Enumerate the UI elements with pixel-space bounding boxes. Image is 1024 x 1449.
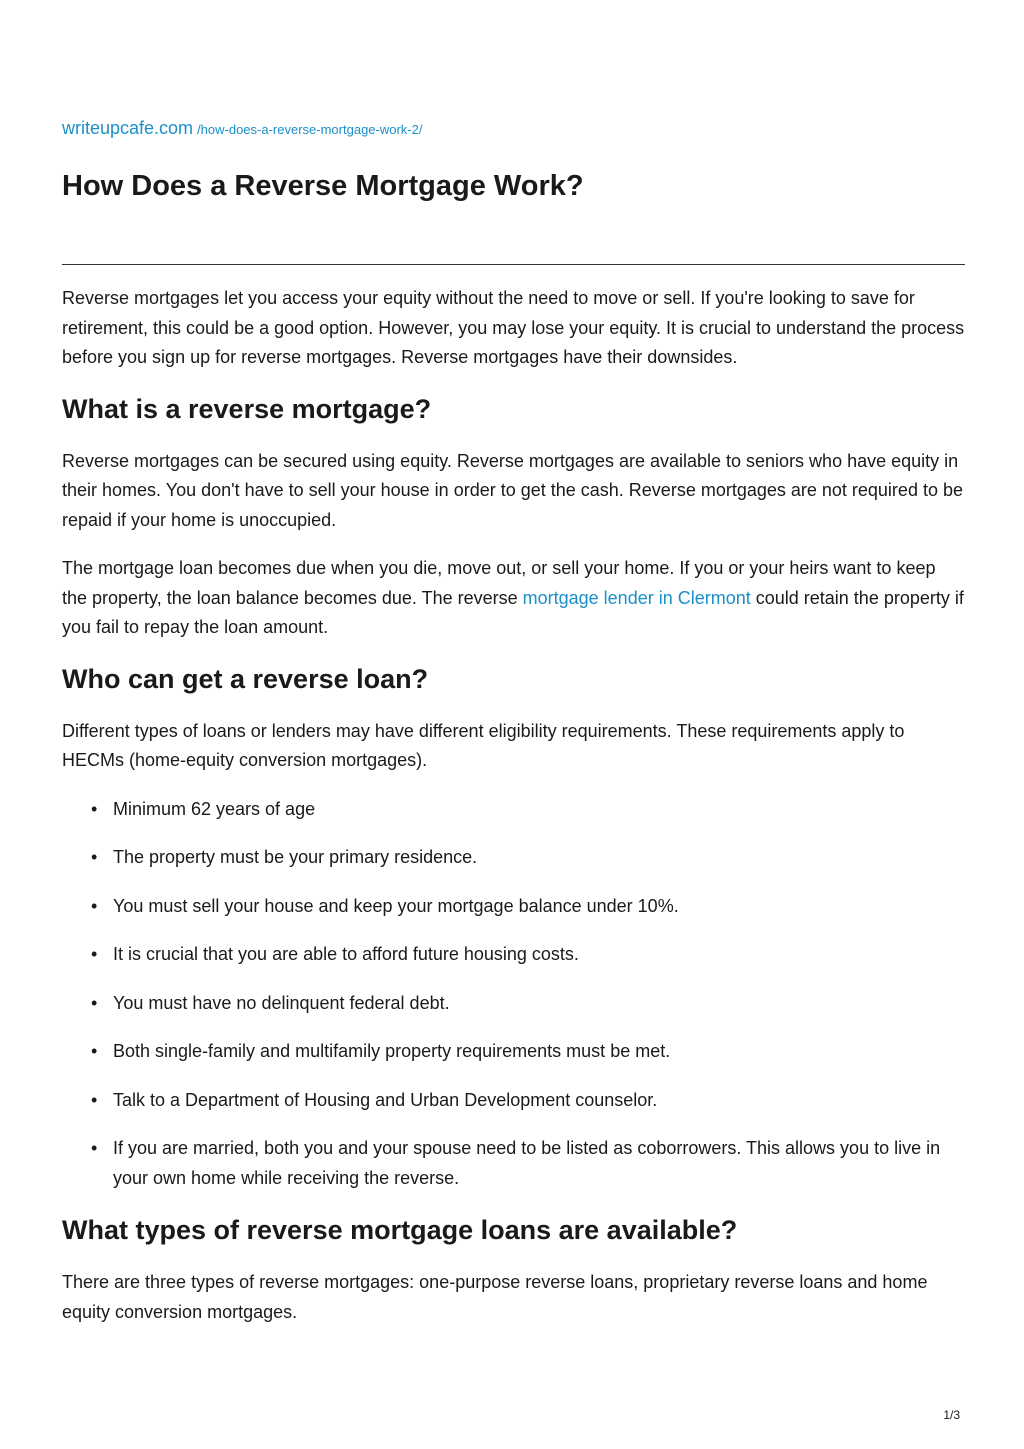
who-can-paragraph: Different types of loans or lenders may have different eligibility requirements. These requirements apply to HECMs (home-equity conversion mortgages). bbox=[62, 720, 905, 770]
list-item-text: Minimum 62 years of age bbox=[113, 798, 316, 819]
list-item bbox=[91, 1037, 965, 1067]
list-item-text: The property must be your primary residence. bbox=[113, 847, 478, 867]
eligibility-list bbox=[62, 795, 965, 1194]
list-item bbox=[91, 843, 965, 873]
bullet-icon: • bbox=[91, 847, 98, 867]
bullet-icon: • bbox=[91, 944, 98, 964]
source-path-link[interactable]: /how-does-a-reverse-mortgage-work-2/ bbox=[197, 122, 423, 137]
section-heading-who-can: Who can get a reverse loan? bbox=[62, 663, 429, 694]
list-item-text: Both single-family and multifamily property requirements must be met. bbox=[113, 1041, 671, 1061]
section-heading-types: What types of reverse mortgage loans are available? bbox=[62, 1215, 738, 1245]
what-is-paragraph-2 bbox=[62, 554, 965, 643]
list-item bbox=[91, 795, 965, 825]
list-item-text: If you are married, both you and your spouse need to be listed as coborrowers. This allows you to live in your own home while receiving the reverse. bbox=[113, 1138, 941, 1188]
list-item bbox=[91, 1134, 965, 1193]
paragraph-text: The mortgage loan becomes due when you die, move out, or sell your home. If you or your heirs want to keep the property, the loan balance becomes due. The reverse bbox=[62, 558, 936, 608]
article-body bbox=[62, 284, 965, 1346]
paragraph-text: could retain the property if you fail to repay the loan amount. bbox=[62, 587, 964, 637]
bullet-icon: • bbox=[91, 1041, 98, 1061]
list-item bbox=[91, 940, 965, 970]
bullet-icon: • bbox=[91, 992, 98, 1013]
intro-paragraph: Reverse mortgages let you access your equity without the need to move or sell. If you're looking to save for retirement, this could be a good option. However, you may lose your equity. It is crucial to understand the process before you sign up for reverse mortgages. Reverse mortgages have their downsides. bbox=[62, 288, 965, 367]
list-item bbox=[91, 1086, 965, 1116]
bullet-icon: • bbox=[91, 895, 98, 916]
source-domain-link[interactable]: writeupcafe.com bbox=[62, 118, 194, 138]
bullet-icon: • bbox=[91, 1089, 98, 1110]
list-item-text: It is crucial that you are able to afford future housing costs. bbox=[113, 944, 579, 964]
what-is-paragraph-1: Reverse mortgages can be secured using equity. Reverse mortgages are available to seniors who have equity in their homes. You don't have to sell your house in order to get the cash. Reverse mortgages are not required to be repaid if your home is unoccupied. bbox=[62, 450, 963, 530]
source-url bbox=[62, 118, 422, 139]
list-item-text: You must have no delinquent federal debt. bbox=[113, 992, 450, 1013]
section-heading-what-is: What is a reverse mortgage? bbox=[62, 393, 432, 424]
list-item-text: Talk to a Department of Housing and Urban Development counselor. bbox=[113, 1089, 658, 1110]
list-item bbox=[91, 892, 965, 922]
article-title: How Does a Reverse Mortgage Work? bbox=[62, 170, 584, 202]
bullet-icon: • bbox=[91, 1138, 98, 1158]
list-item-text: You must sell your house and keep your mortgage balance under 10%. bbox=[113, 895, 679, 916]
page-number: 1/3 bbox=[943, 1408, 960, 1422]
types-paragraph: There are three types of reverse mortgages: one-purpose reverse loans, proprietary reverse loans and home equity conversion mortgages. bbox=[62, 1272, 928, 1322]
title-divider bbox=[62, 264, 965, 265]
list-item bbox=[91, 989, 965, 1019]
bullet-icon: • bbox=[91, 798, 98, 819]
mortgage-lender-link[interactable]: mortgage lender in Clermont bbox=[522, 587, 751, 608]
